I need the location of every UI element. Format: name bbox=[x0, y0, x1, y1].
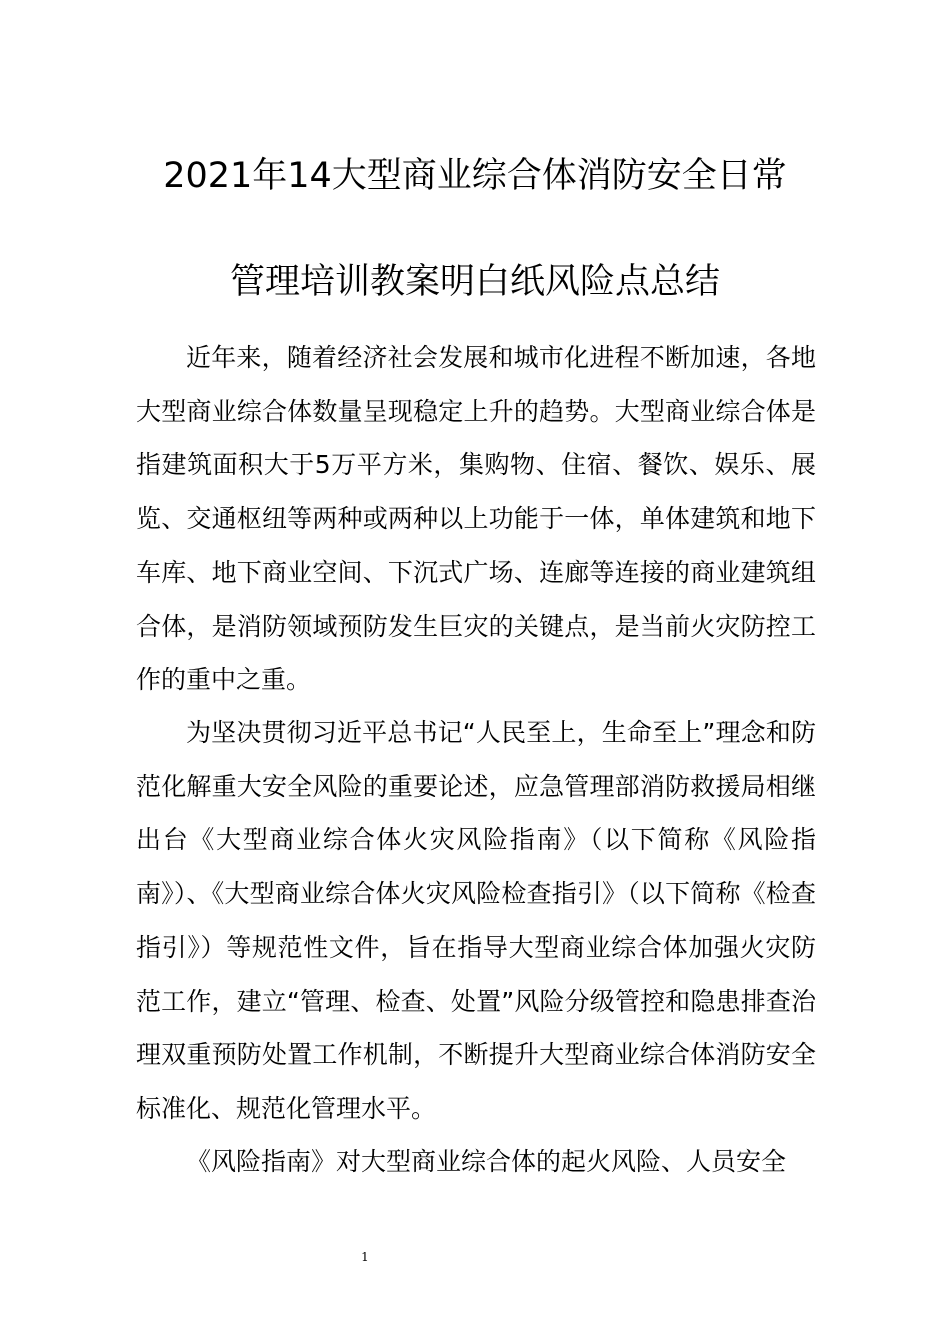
page-number: 1 bbox=[361, 1250, 369, 1264]
paragraph-2: 为坚决贯彻习近平总书记“人民至上，生命至上”理念和防范化解重大安全风险的重要论述，应急管理部消防救援局相继出台《大型商业综合体火灾风险指南》（以下简称《风险指南》）、《大型商业综合体火灾风险检查指引》（以下简称《检查指引》）等规范性文件，旨在指导大型商业综合体加强火灾防范工作，建立“管理、检查、处置”风险分级管控和隐患排查治理双重预防处置工作机制，不断提升大型商业综合体消防安全标准化、规范化管理水平。 bbox=[136, 718, 816, 1123]
paragraph-1: 近年来，随着经济社会发展和城市化进程不断加速，各地大型商业综合体数量呈现稳定上升的趋势。大型商业综合体是指建筑面积大于5万平方米，集购物、住宿、餐饮、娱乐、展览、交通枢纽等两种或两种以上功能于一体，单体建筑和地下车库、地下商业空间、下沉式广场、连廊等连接的商业建筑组合体，是消防领域预防发生巨灾的关键点，是当前火灾防控工作的重中之重。 bbox=[136, 343, 816, 695]
paragraph-3: 《风险指南》对大型商业综合体的起火风险、人员安全 bbox=[186, 1147, 787, 1176]
title-line-2: 管理培训教案明白纸风险点总结 bbox=[229, 262, 720, 302]
title-line-1: 2021年14大型商业综合体消防安全日常 bbox=[163, 156, 787, 196]
